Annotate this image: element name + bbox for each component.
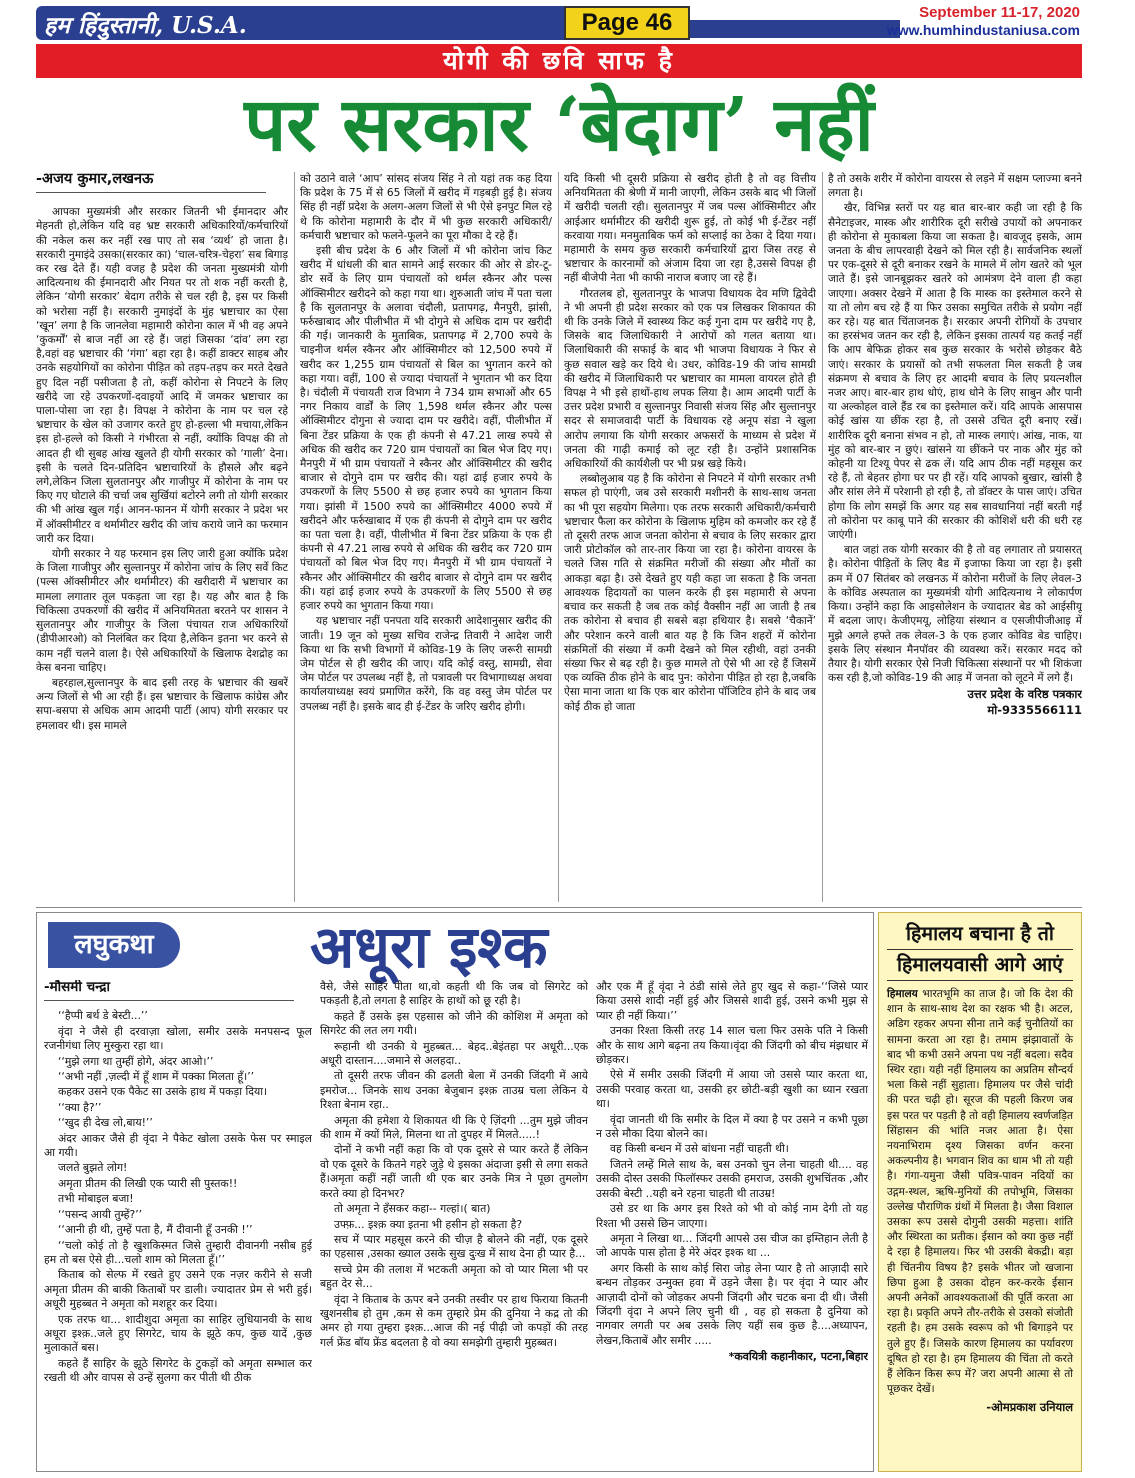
story-column-1 [36, 172, 288, 902]
paragraph: ‘‘पसन्द आयी तुम्हें?’’ [58, 1207, 143, 1221]
short-story-byline: -मौसमी चन्द्रा [44, 980, 110, 995]
paragraph: अमृता ने लिखा था... जिंदगी आपसे उस चीज का इम्तिहान लेती है जो आपके पास होता है मेरे अंदर इश्क था ... [596, 1231, 868, 1260]
story-column-2 [300, 172, 552, 902]
column-divider [822, 172, 823, 902]
masthead-title: हम हिंदुस्तानी, U.S.A. [44, 12, 247, 39]
paragraph: योगी सरकार ने यह फरमान इस लिए जारी हुआ क्योंकि प्रदेश के जिला गाजीपुर और सुल्तानपुर में कोरोना जांच के लिए सर्वे किट (पल्स ऑक्सीमीटर और थर्मामीटर) की खरीदारी में भ्रष्टाचार का मामला लगातार तूल पकड़ता जा रहा है। यह और बात है कि चिकित्सा उपकरणों की खरीद में अनियमितता बरतने पर शासन ने सुलतानपुर और गाजीपुर के जिला पंचायत राज अधिकारियों (डीपीआरओ) को निलंबित कर दिया है,लेकिन इतना भर करने से काम नहीं चलने वाला है। ऐसे अधिकारियों के खिलाफ देशद्रोह का केस बनना चाहिए। [36, 548, 288, 674]
byline-rule [36, 192, 266, 193]
paragraph: रूहानी थी उनकी ये मुहब्बत... बेहद..बेइंतहा पर अधूरी...एक अधूरी दास्तान....जमाने से अलहदा.. [320, 1039, 588, 1068]
paragraph: सच्चे प्रेम की तलाश में भटकती अमृता को वो प्यार मिला भी पर बहुत देर से... [320, 1262, 588, 1291]
paragraph: ऐसे में समीर उसकी जिंदगी में आया जो उससे प्यार करता था, उसकी परवाह करता था, उसकी हर छोटी-बड़ी खुशी का ध्यान रखता था। [596, 1068, 868, 1111]
short-story-column-1 [44, 980, 312, 1468]
paragraph: और एक मैं हूँ वृंदा ने ठंडी सांसे लेते हुए खुद से कहा-‘‘जिसे प्यार किया उससे शादी नहीं हुई और जिससे शादी हुई, उसने कभी मुझ से प्यार ही नहीं किया।’’ [596, 980, 868, 1022]
story-byline: -अजय कुमार,लखनऊ [36, 172, 154, 187]
column-divider [558, 172, 559, 902]
section-divider [36, 907, 1082, 908]
paragraph: ‘‘हैप्पी बर्थ डे बेस्टी...’’ [58, 1009, 148, 1023]
paragraph: वृंदा ने जैसे ही दरवाज़ा खोला, समीर उसके मनपसन्द फूल रजनीगंधा लिए मुस्कुरा रहा था। [44, 1024, 312, 1053]
paragraph: उसे डर था कि अगर इस रिश्ते को भी वो कोई नाम देगी तो यह रिश्ता भी उससे छिन जाएगा। [596, 1202, 868, 1230]
paragraph: जलते बुझते लोग! [58, 1161, 128, 1175]
sidebar-article [878, 912, 1082, 1472]
short-story-column-2 [320, 980, 588, 1468]
short-story-title: अधूरा इश्क [310, 913, 548, 981]
sidebar-text [887, 987, 1073, 1397]
short-story-author-note: *कवयित्री कहानीकार, पटना,बिहार [728, 1350, 868, 1364]
paragraph: ‘‘खुद ही देख लो,बाय!’’ [58, 1116, 153, 1130]
paragraph: कहते हैं उसके इस एहसास को जीने की कोशिश में अमृता को सिगरेट की लत लग गयी। [320, 1009, 588, 1038]
paragraph: ‘‘आनी ही थी, तुम्हें पता है, मैं दीवानी हूँ उनकी !’’ [58, 1223, 253, 1237]
paragraph: ‘‘चलो कोई तो है खुशकिस्मत जिसे तुम्हारी दीवानगी नसीब हुई हम तो बस ऐसे ही...चलो शाम को मिलता हूँ।’’ [44, 1238, 312, 1266]
column-divider [294, 172, 295, 902]
paragraph: बात जहां तक योगी सरकार की है तो वह लगातार तो प्रयासरत् है। कोरोना पीड़ितों के लिए बैड में इजाफा किया जा रहा है। इसी क्रम में 07 सितंबर को लखनऊ में कोरोना मरीजों के लिए लेवल-3 के कोविड अस्पताल का मुख्यमंत्री योगी आदित्यनाथ ने लोकार्पण किया। उन्होंने कहा कि आइसोलेशन के ज्यादातर बेड को आईसीयू में बदला जाए। केजीएमयू, लोहिया संस्थान व एसजीपीजीआइ में मुझे अगले हफ्ते तक लेवल-3 के एक हजार कोविड बेड चाहिए। इसके लिए संस्थान मैनपॉवर की व्यवस्था करें। सरकार मदद को तैयार है। योगी सरकार ऐसे निजी चिकित्सा संस्थानों पर भी शिकंजा कस रही है,जो कोविड-19 की आड़ में जनता को लूटने में लगे हैं। [828, 544, 1082, 685]
paragraph: अमृता की हमेशा ये शिकायत थी कि ऐ ज़िंदगी ...तुम मुझे जीवन की शाम में क्यों मिले, मिलना था तो दुपहर में मिलते.....! [320, 1113, 588, 1142]
sidebar-lead: हिमालय [887, 988, 918, 1000]
paragraph: वृंदा ने किताब के ऊपर बने उनकी तस्वीर पर हाथ फिराया कितनी खुशनसीब हो तुम ,कम से कम तुम्हारे प्रेम की दुनिया ने कद्र तो की अमर हो गया तुम्हरा इश्क़...आज की नई पीढ़ी जो कपड़ों की तरह गर्ल फ्रेंड बॉय फ्रेंड बदलता है वो क्या समझेगी तुम्हारी मुहब्बत। [320, 1292, 588, 1349]
short-story-tag: लघुकथा [48, 922, 180, 968]
paragraph: लब्बोलुआब यह है कि कोरोना से निपटने में योगी सरकार तभी सफल हो पाएंगी, जब उसे सरकारी मशीनरी के साथ-साथ जनता का भी पूरा सहयोग मिलेगा। एक तरफ सरकारी अधिकारी/कर्मचारी भ्रष्टाचार फैला कर कोरोना के खिलाफ मुहिम को कमजोर कर रहे हैं तो दूसरी तरफ आज जनता कोरोना से बचाव के लिए सरकार द्वारा जारी प्रोटोकॉल को तार-तार किया जा रहा है। कोरोना वायरस के चलते जिस गति से संक्रमित मरीजों की संख्या और मौतों का आकड़ा बढ़ा है। उसे देखते हुए यही कहा जा सकता है कि जनता आवश्यक हिदायतों का पालन करके ही इस महामारी से अपना बचाव कर सकती है जब तक कोई वैक्सीन नहीं आ जाती है तब तक कोरोना से बचाव ही सबसे बड़ा हथियार है। सबसे ‘चैकानें’ और परेशान करने वाली बात यह है कि जिन शहरों में कोरोना संक्रमितों की संख्या में कमी देखने को मिल रहीथी, वहां उनकी संख्या फिर से बढ़ रही है। कुछ मामले तो ऐसे भी आ रहे हैं जिसमें एक व्यक्ति ठीक होने के बाद पुन: कोरोना पीड़ित हो रहा है,जबकि ऐसा माना जाता था कि एक बार कोरोना पॉजिटिव होने के बाद जब कोई ठीक हो जाता [564, 473, 816, 713]
website-link[interactable]: www.humhindustaniusa.com [886, 22, 1080, 38]
byline-rule [44, 1000, 294, 1001]
paragraph: किताब को सेल्फ में रखते हुए उसने एक नज़र करीने से सजी अमृता प्रीतम की बाकी किताबों पर डाली। ज्यादातर प्रेम से भरी हुई। अधूरी मुहब्बत ने अमृता को मशहूर कर दिया। [44, 1268, 312, 1311]
sidebar-author: -ओमप्रकाश उनियाल [986, 1400, 1073, 1415]
paragraph: है तो उसके शरीर में कोरोना वायरस से लड़ने में सक्षम प्लाज्मा बनने लगता है। [828, 173, 1082, 200]
paragraph: उनका रिश्ता किसी तरह 14 साल चला फिर उसके पति ने किसी और के साथ आगे बढ़ना तय किया।वृंदा की जिंदगी को बीच मंझधार में छोड़कर। [596, 1024, 868, 1067]
paragraph: ‘‘मुझे लगा था तुम्हीं होगे, अंदर आओ।’’ [58, 1054, 214, 1068]
sidebar-body: भारतभूमि का ताज है। जो कि देश की शान के साथ-साथ देश का रक्षक भी है। अटल, अडिग रहकर अपना सीना ताने कई चुनौतियों का सामना करता आ रहा है। तमाम झंझावातों के बाद भी कभी उसने अपना पथ नहीं बदला। सदैव स्थिर रहा। यही नहीं हिमालय का अप्रतिम सौन्दर्य भला किसे नहीं सुहाता। हिमालय पर जैसे चांदी की परत चढ़ी हो। सूरज की पहली किरण जब इस परत पर पड़ती है तो वही हिमालय स्वर्णजड़ित सिंहासन की भांति नजर आता है। ऐसा नयनाभिराम दृश्य जिसका वर्णन करना अकल्पनीय है। भगवान शिव का धाम भी तो यही है। गंगा-यमुना जैसी पवित्र-पावन नदियों का उद्गम-स्थल, ऋषि-मुनियों की तपोभूमि, जिसका उल्लेख पौराणिक ग्रंथों में मिलता है। जैसा विशाल उसका रूप उससे दोगुनी उसकी महत्ता। शांति और स्थिरता का प्रतीक। ईसान को क्या कुछ नहीं दे रहा है हिमालय। फिर भी उसकी बेकद्री। बड़ा ही चिंतनीय विषय है? इसके भीतर जो खजाना छिपा हुआ है उसका दोहन कर-करके ईसान अपनी अनेकों आवश्यकताओं की पूर्ति करता आ रहा है। प्रकृति अपने तौर-तरीके से उसको संजोती रहती है। हम उसके स्वरूप को भी बिगाड़ने पर तुले हुए हैं। जिसके कारण हिमालय का पर्यावरण दूषित हो रहा है। हम हिमालय की चिंता तो करते हैं लेकिन किस रूप में? जरा अपनी आत्मा से तो पूछकर देखें। [887, 988, 1074, 1396]
short-story-column-3 [596, 980, 868, 1468]
paragraph: इसी बीच प्रदेश के 6 और जिलों में भी कोरोना जांच किट खरीद में धांधली की बात सामने आई सरकार की ओर से डोर-टू-डोर सर्वे के लिए ग्राम पंचायतों को थर्मल स्कैनर और पल्स ऑक्सिमीटर खरीदने को कहा गया था। शुरुआती जांच में पता चला है कि सुलतानपुर के अलावा चंदौली, प्रतापगढ़, मैनपुरी, झांसी, फर्रुखाबाद और पीलीभीत में भी दोगुने से अधिक दाम पर खरीदी की गई। जानकारी के मुताबिक, प्रतापगढ़ में 2,700 रुपये के चाइनीज थर्मल स्कैनर और ऑक्सिमीटर को 12,500 रुपये में खरीद कर 1,255 ग्राम पंचायतों से बिल का भुगतान करने को कहा गया। वहीं, 100 से ज्यादा पंचायतों ने भुगतान भी कर दिया है। चंदौली में पंचायती राज विभाग ने 734 ग्राम सभाओं और 65 नगर निकाय वार्डों के लिए 1,598 थर्मल स्कैनर और पल्स ऑक्सिमीटर दोगुना से ज्यादा दाम पर खरीदे। वहीं, पीलीभीत में बिना टेंडर प्रक्रिया के एक ही कंपनी से 47.21 लाख रुपये से अधिक की खरीद कर 720 ग्राम पंचायतों का बिल भेज दिए गए। मैनपुरी में भी ग्राम पंचायतों ने स्कैनर और ऑक्सिमीटर की खरीद बाजार से दोगुने दाम पर खरीद की। यहां ढाई हजार रुपये के उपकरणों के लिए 5500 से छह हजार रुपये का भुगतान किया गया। झांसी में 1500 रुपये का ऑक्सिमीटर 4000 रुपये में खरीदने और फर्रुखाबाद में एक ही कंपनी से दोगुने दाम पर खरीद का पता चला है। वहीं, पीलीभीत में बिना टेंडर प्रक्रिया के एक ही कंपनी से 47.21 लाख रुपये से अधिक की खरीद कर 720 ग्राम पंचायतों को बिल भेज दिए गए। मैनपुरी में भी ग्राम पंचायतों ने स्कैनर और ऑक्सिमीटर की खरीद बाजार से दोगुने दाम पर खरीद की। यहां ढाई हजार रुपये के उपकरणों के लिए 5500 से छह हजार रुपये का भुगतान किया गया। [300, 245, 552, 613]
paragraph: कहकर उसने एक पैकेट सा उसके हाथ में पकड़ा दिया। [58, 1085, 268, 1099]
paragraph: तो दूसरी तरफ जीवन की ढलती बेला में उनकी जिंदगी में आये इमरोज... जिनके साथ उनका बेजुबान इश्क़ ताउम्र चला लेकिन ये रिश्ता बेनाम रहा.. [320, 1069, 588, 1112]
paragraph: ‘‘अभी नहीं ,ज़ल्दी में हूँ शाम में पक्का मिलता हूँ।’’ [58, 1070, 255, 1084]
story-column-4 [828, 172, 1082, 904]
paragraph: सच में प्यार महसूस करने की चीज़ है बोलने की नहीं, एक दूसरे का एहसास ,उसका ख्याल उसके सुख दुःख में साथ देना ही प्यार है... [320, 1232, 588, 1261]
author-role: उत्तर प्रदेश के वरिष्ठ पत्रकार [967, 687, 1082, 702]
paragraph: एक तरफ था... शादीशुदा अमृता का साहिर लुधियानवी के साथ अधूरा इश्क़..जले हुए सिगरेट, चाय के झूठे कप, कुछ यादें ,कुछ मुलाकातें बस। [44, 1312, 312, 1355]
sidebar-title-line-2: हिमालयवासी आगे आएं [887, 950, 1073, 981]
page-number: Page 46 [564, 6, 690, 40]
issue-date: September 11-17, 2020 [919, 4, 1080, 21]
paragraph: ‘‘क्या है?’’ [58, 1100, 102, 1114]
author-phone: मो-9335566111 [987, 703, 1082, 718]
paragraph: खैर, विभिन्न स्तरों पर यह बात बार-बार कही जा रही है कि सैनेटाइजर, मास्क और शारीरिक दूरी सरीखे उपायों को अपनाकर ही कोरोना से मुकाबला किया जा सकता है। बावजूद इसके, आम जनता के बीच लापरवाही देखने को मिल रही है। सार्वजनिक स्थलों पर एक-दूसरे से दूरी बनाकर रखने के मामले में लोग खतरे को भूल जाते हैं। इसे जानबूझकर खतरे को आमंत्रण देने वाला ही कहा जाएगा। अक्सर देखने में आता है कि मास्क का इस्तेमाल करने से या तो लोग बच रहे हैं या फिर उसका समुचित तरीके से प्रयोग नहीं कर रहे। यह बात चिंताजनक है। सरकार अपनी रोगियों के उपचार का हरसंभव जतन कर रही है, लेकिन इसका तात्पर्य यह कतई नहीं कि आप बेफिक्र होकर सब कुछ सरकार के भरोसे छोड़कर बैठे जाएं। सरकार के प्रयासों को तभी सफलता मिल सकती है जब संक्रमण से बचाव के लिए हर आदमी बचाव के लिए प्रयत्नशील नजर आए। बार-बार हाथ धोएं, हाथ धोने के लिए साबुन और पानी या अल्कोहल वाले हैंड रब का इस्तेमाल करें। यदि आपके आसपास कोई खांस या छींक रहा है, तो उससे उचित दूरी बनाए रखें। शारीरिक दूरी बनाना संभव न हो, तो मास्क लगाएं। आंख, नाक, या मुंह को बार-बार न छुएं। खांसने या छींकने पर नाक और मुंह को कोहनी या टिश्यू पेपर से ढक लें। यदि आप ठीक नहीं महसूस कर रहे हैं, तो बेहतर होगा घर पर ही रहें। यदि आपको बुखार, खांसी है और सांस लेने में परेशानी हो रही है, तो डॉक्टर के पास जाएं। उचित होगा कि लोग समझें कि अगर यह सब सावधानियां नहीं बरती गईं तो कोरोना पर काबू पाने की सरकार की कोशिशें धरी की धरी रह जाएंगी। [828, 202, 1082, 542]
paragraph: जितने लम्हें मिले साथ के, बस उनको चुन लेना चाहती थी.... वह उसकी दोस्त उसकी फिलॉस्फर उसकी हमराज, उसकी शुभचिंतक ,और उसकी बेस्टी ..यही बने रहना चाहती थी ताउम्र! [596, 1157, 868, 1200]
paragraph: तभी मोबाइल बजा! [58, 1192, 134, 1206]
paragraph: कहते हैं साहिर के झूठे सिगरेट के टुकड़ों को अमृता सम्भाल कर रखती थी और वापस से उन्हें सुलगा कर पीती थी ठीक [44, 1356, 312, 1385]
story-headline: पर सरकार ‘बेदाग’ नहीं [244, 82, 874, 168]
paragraph: उफ्फ़... इश्क़ क्या इतना भी हसीन हो सकता है? [334, 1217, 523, 1231]
paragraph: वह किसी बन्धन में उसे बांधना नहीं चाहती थी। [610, 1142, 789, 1156]
paragraph: अंदर आकर जैसे ही वृंदा ने पैकेट खोला उसके फेस पर स्माइल आ गयी। [44, 1131, 312, 1160]
paragraph: आपका मुख्यमंत्री और सरकार जितनी भी ईमानदार और मेहनती हो,लेकिन यदि वह भ्रष्ट सरकारी अधिकारियों/कर्मचारियों की नकेल कस कर नहीं रख पाए तो सब ‘व्यर्थ’ हो जाता है। सरकारी नुमाइंदे उसका(सरकार का) ‘चाल-चरित्र-चेहरा’ सब बिगाड़ कर रख देते हैं। यही वजह है प्रदेश की जनता मुख्यमंत्री योगी आदित्यनाथ की ईमानदारी और नियत पर तो शक नहीं करती है, लेकिन ‘योगी सरकार’ बेदाग तरीके से चल रही है, इस पर किसी को भरोसा नहीं है। सरकारी नुमाइंदों के मुंह भ्रष्टाचार का ऐसा ‘खून’ लगा है कि जानलेवा महामारी कोरोना काल में भी वह अपने ‘कुकर्मों’ से बाज नहीं आ रहे हैं। जहां जिसका ‘दांव’ लग रहा है,वहां वह भ्रष्टाचार की ‘गंगा’ बहा रहा है। कहीं डाक्टर साहब और उनके सहयोगियों का कोरोना पीड़ित को तड़प-तड़प कर मरते देखते हुए दिल नहीं पसीजता है तो, कहीं कोरोना से निपटने के लिए खरीदे जा रहे उपकरणों-दवाइयों आदि में जमकर भ्रष्टाचार का पाला-पोसा जा रहा है। विपक्ष ने कोरोना के नाम पर चल रहे भ्रष्टाचार के खेल को उजागर करते हुए हो-हल्ला भी मचाया,लेकिन इस हो-हल्ले को किसी ने गंभीरता से नहीं, क्योंकि विपक्ष की तो आदत ही थी सुबह आंख खुलते ही योगी सरकार को ‘गाली’ देना। इसी के चलते दिन-प्रतिदिन भ्रष्टाचारियों के हौसले और बढ़ने लगे,लेकिन जिला सुलतानपुर और गाजीपुर में कोरोना के नाम पर किए गए घोटाले की चर्चा जब सुर्खियां बटोरने लगी तो योगी सरकार की भी आंख खुल गई। आनन-फानन में योगी सरकार ने प्रदेश भर में ऑक्सीमीटर व थर्मामीटर खरीद की जांच कराये जाने का फरमान जारी कर दिया। [36, 206, 288, 545]
story-kicker: योगी की छवि साफ है [36, 44, 1082, 78]
paragraph: बहरहाल,सुल्तानपुर के बाद इसी तरह के भ्रष्टाचार की खबरें अन्य जिलों से भी आ रही हैं। इस भ्रष्टाचार के खिलाफ कांग्रेस और सपा-बसपा से अधिक आम आदमी पार्टी (आप) योगी सरकार पर हमलावर थी। इस मामले [36, 676, 288, 732]
paragraph: वैसे, जैसे साहिर पीता था,वो कहती थी कि जब वो सिगरेट को पकड़ती है,तो लगता है साहिर के हाथों को छू रही है। [320, 980, 588, 1008]
paragraph: दोनों ने कभी नहीं कहा कि वो एक दूसरे से प्यार करते हैं लेकिन वो एक दूसरे के कितने गहरे जुड़े थे इसका अंदाजा इसी से लगा सकते हैं।अमृता कहीं नहीं जाती थी एक बार उनके मित्र ने पूछा तुमलोग करते क्या हो दिनभर? [320, 1143, 588, 1200]
story-column-3 [564, 172, 816, 902]
paragraph: वृंदा जानती थी कि समीर के दिल में क्या है पर उसने न कभी पूछा न उसे मौका दिया बोलने का। [596, 1112, 868, 1141]
paragraph: अगर किसी के साथ कोई सिरा जोड़ लेना प्यार है तो आज़ादी सारे बन्धन तोड़कर उन्मुक्त हवा में उड़ने जैसा है। पर वृंदा ने प्यार और आज़ादी दोनों को जोड़कर अपनी जिंदगी और चटक बना दी थी। जैसी जिंदगी वृंदा ने अपने लिए चुनी थी , वह हो सकता है दुनिया को नागवार लगती पर अब उसके लिए यहीं सब कुछ है....अध्यापन, लेखन,किताबें और समीर ..... [596, 1261, 868, 1347]
paragraph: गौरतलब हो, सुलतानपुर के भाजपा विधायक देव मणि द्विवेदी ने भी अपनी ही प्रदेश सरकार को एक पत्र लिखकर शिकायत की थी कि उनके जिले में स्वास्थ्य किट कई गुना दाम पर खरीदे गए है, जिसके बाद जिलाधिकारी ने आरोपों को गलत बताया था। जिलाधिकारी की सफाई के बाद भी भाजपा विधायक ने फिर से कुछ सवाल खड़े कर दिये थे। उधर, कोविड-19 की जांच सामग्री की खरीद में जिलाधिकारी पर भ्रष्टाचार का मामला वायरल होते ही विपक्ष ने भी इसे हाथों-हाथ लपक लिया है। आम आदमी पार्टी के उत्तर प्रदेश प्रभारी व सुल्तानपुर निवासी संजय सिंह और सुल्तानपुर सदर से समाजवादी पार्टी के विधायक रहे अनूप संडा ने खुला आरोप लगाया कि योगी सरकार अफसरों के माध्यम से प्रदेश में जनता की गाढ़ी कमाई को लूट रही है। उन्होंने प्रशासनिक अधिकारियों की कार्यशैली पर भी प्रश्न खड़े किये। [564, 287, 816, 471]
sidebar-title-line-1: हिमालय बचाना है तो [887, 919, 1073, 950]
page-header [0, 0, 1135, 44]
paragraph: को उठाने वाले ‘आप’ सांसद संजय सिंह ने तो यहां तक कह दिया कि प्रदेश के 75 में से 65 जिलों में खरीद में गड़बड़ी हुई है। संजय सिंह ही नहीं प्रदेश के अलग-अलग जिलों से भी ऐसे इनपुट मिल रहे थे कि कोरोना महामारी के दौर में भी कुछ सरकारी अधिकारी/कर्मचारी भ्रष्टाचार को फलने-फूलने का पूरा मौका दे रहे हैं। [300, 173, 552, 242]
paragraph: यदि किसी भी दूसरी प्रक्रिया से खरीद होती है तो वह वित्तीय अनियमितता की श्रेणी में मानी जाएगी, लेकिन उसके बाद भी जिलों में खरीदी चलती रही। सुलतानपुर में जब पल्स ऑक्सिमीटर और आईआर थर्मामीटर की खरीदी शुरू हुई, तो कोई भी ई-टेंडर नहीं करवाया गया। मनमुताबिक फर्म को सप्लाई का ठेका दे दिया गया। महामारी के समय कुछ सरकारी कर्मचारियों द्वारा जिस तरह से भ्रष्टाचार के कारनामों को अंजाम दिया जा रहा है,उससे विपक्ष ही नहीं बीजेपी नेता भी काफी नाराज बजाए जा रहे हैं। [564, 173, 816, 285]
header-stripe [690, 20, 900, 38]
paragraph: तो अमृता ने हँसकर कहा-- गल्हां।( बात) [334, 1202, 491, 1216]
paragraph: यह भ्रष्टाचार नहीं पनपता यदि सरकारी आदेशानुसार खरीद की जाती। 19 जून को मुख्य सचिव राजेन्द्र तिवारी ने आदेश जारी किया था कि सभी विभागों में कोविड-19 के लिए जरूरी सामग्री जेम पोर्टल से ही खरीद की जाए। यदि कोई वस्तु, सामग्री, सेवा जेम पोर्टल पर उपलब्ध नहीं है, तो पत्रावली पर विभागाध्यक्ष अथवा कार्यालयाध्यक्ष स्वयं प्रमाणित करेंगे, कि वह वस्तु जेम पोर्टल पर उपलब्ध नहीं है। इसके बाद ही ई-टेंडर के जरिए खरीद होगी। [300, 615, 552, 713]
paragraph: अमृता प्रीतम की लिखी एक प्यारी सी पुस्तक!! [58, 1176, 238, 1190]
